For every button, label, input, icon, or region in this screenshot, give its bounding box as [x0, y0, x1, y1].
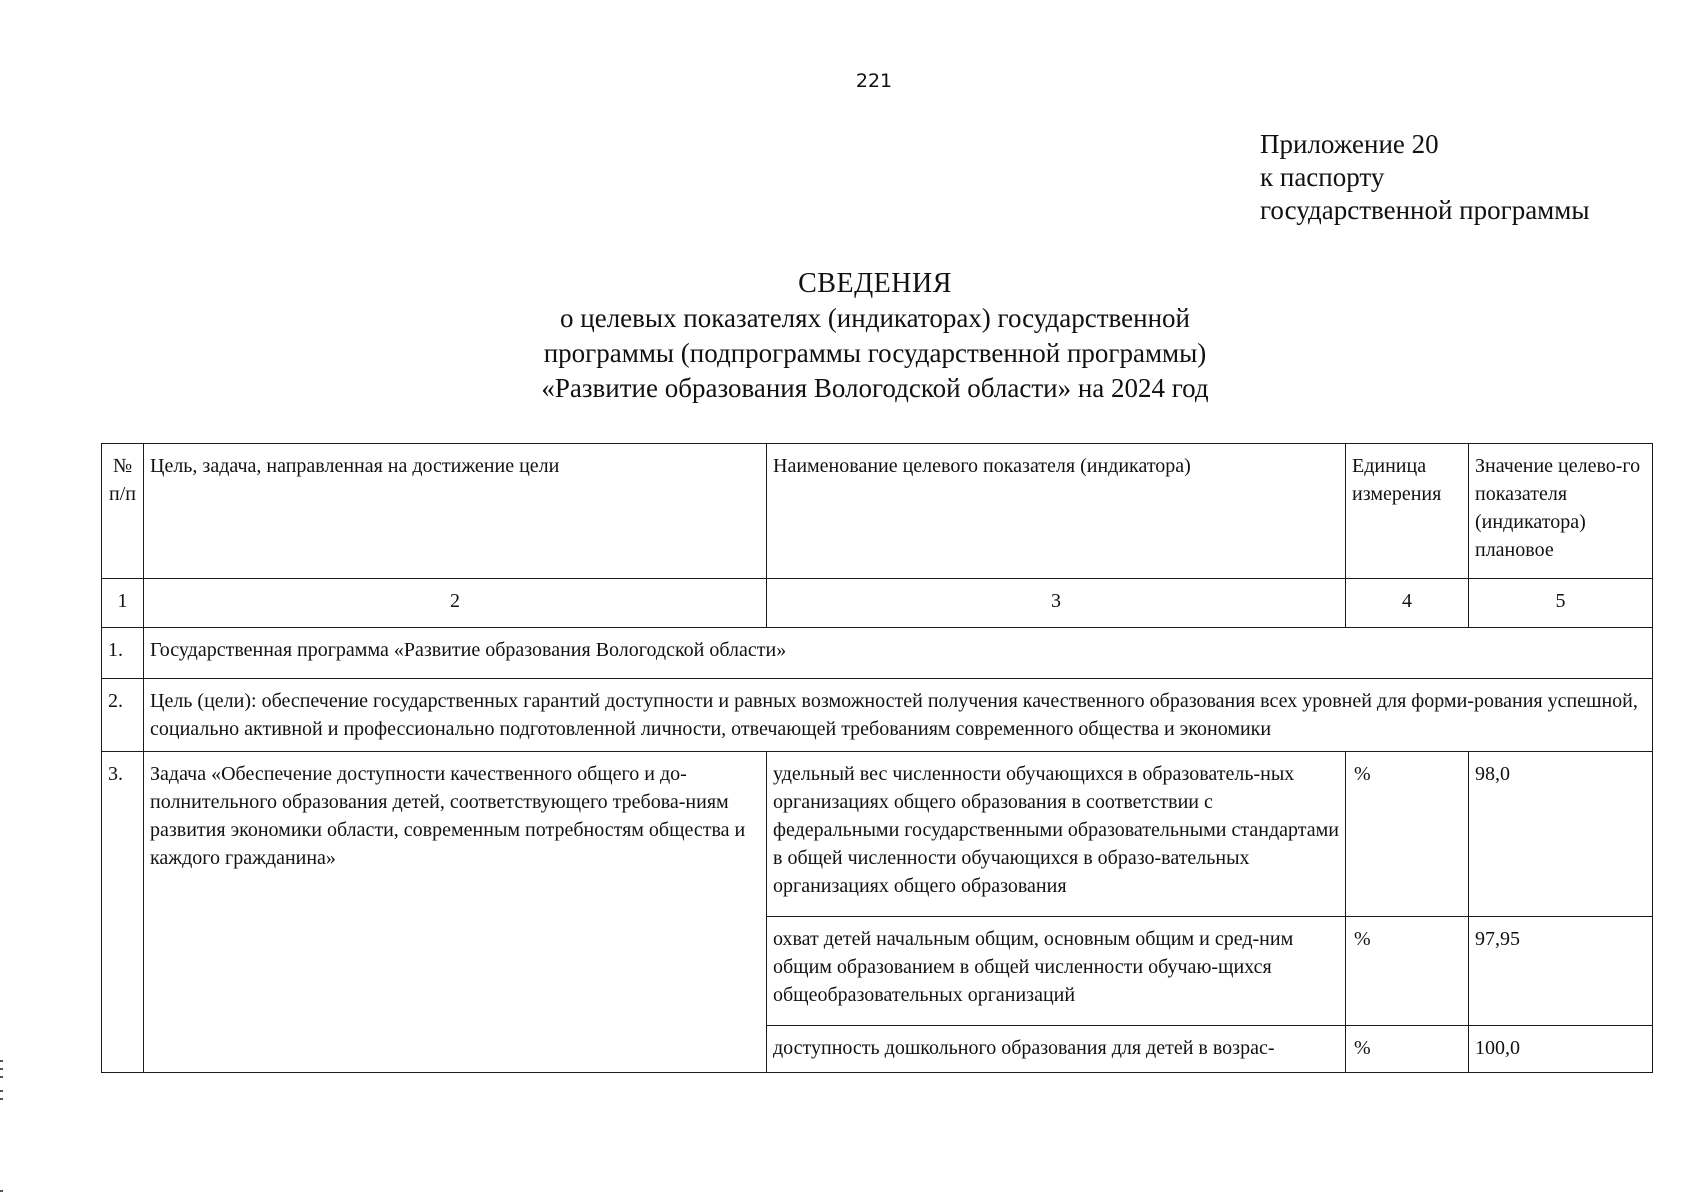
indicator-value-cell: 98,0: [1469, 752, 1653, 917]
appendix-note: [1260, 128, 1590, 227]
title-line-1: о целевых показателях (индикаторах) государственной: [560, 303, 1190, 333]
scan-edge-mark: [0, 1190, 3, 1192]
scan-edge-mark: [0, 1098, 3, 1100]
scan-edge-mark: [0, 1060, 3, 1062]
document-title: [440, 266, 1310, 406]
indicators-table: [101, 443, 1653, 1073]
table-row: [102, 679, 1653, 752]
appendix-line-2: к паспорту: [1260, 162, 1385, 192]
indicator-name-cell: охват детей начальным общим, основным общим и сред-ним общим образованием в общей численности обучаю-щихся общеобразовательных организаций: [767, 917, 1346, 1026]
program-name-cell: Государственная программа «Развитие образования Вологодской области»: [144, 628, 1653, 679]
table-row: [102, 628, 1653, 679]
indicator-unit-cell: %: [1346, 1026, 1469, 1073]
indicator-value-cell: 97,95: [1469, 917, 1653, 1026]
column-number: 1: [102, 579, 144, 628]
indicator-unit-cell: %: [1346, 752, 1469, 917]
header-value: Значение целево-го показателя (индикатора) плановое: [1469, 444, 1653, 579]
appendix-line-1: Приложение 20: [1260, 129, 1439, 159]
task-text-cell: Задача «Обеспечение доступности качественного общего и до-полнительного образования детей, соответствующего требова-ниям развития экономики области, современным потребностям общества и каждого гражданина»: [144, 752, 767, 1073]
row-number: 3.: [102, 752, 144, 1073]
column-number-row: [102, 579, 1653, 628]
indicator-unit-cell: %: [1346, 917, 1469, 1026]
row-number: 2.: [102, 679, 144, 752]
table-row: [102, 752, 1653, 917]
title-line-2: программы (подпрограммы государственной программы): [543, 338, 1207, 368]
indicator-name-cell: удельный вес численности обучающихся в образователь-ных организациях общего образования в соответствии с федеральными государственными образовательными стандартами в общей численности обучающихся в образо-вательных организациях общего образования: [767, 752, 1346, 917]
column-number: 2: [144, 579, 767, 628]
header-indicator: Наименование целевого показателя (индикатора): [767, 444, 1346, 579]
goal-text-cell: Цель (цели): обеспечение государственных гарантий доступности и равных возможностей получения качественного образования всех уровней для форми-рования успешной, социально активной и профессионально подготовленной личности, отвечающей требованиям современного общества и экономики: [144, 679, 1653, 752]
column-number: 3: [767, 579, 1346, 628]
scan-edge-mark: [0, 1068, 3, 1070]
title-heading: СВЕДЕНИЯ: [798, 268, 952, 299]
column-number: 5: [1469, 579, 1653, 628]
indicator-value-cell: 100,0: [1469, 1026, 1653, 1073]
indicator-name-cell: доступность дошкольного образования для детей в возрас-: [767, 1026, 1346, 1073]
header-unit: Единица измерения: [1346, 444, 1469, 579]
appendix-line-3: государственной программы: [1260, 195, 1590, 225]
scan-edge-mark: [0, 1090, 3, 1092]
header-goal: Цель, задача, направленная на достижение цели: [144, 444, 767, 579]
title-line-3: «Развитие образования Вологодской области» на 2024 год: [541, 373, 1209, 403]
page-number: 221: [855, 70, 893, 92]
table-header-row: [102, 444, 1653, 579]
scan-edge-mark: [0, 1076, 3, 1078]
row-number: 1.: [102, 628, 144, 679]
column-number: 4: [1346, 579, 1469, 628]
header-num: № п/п: [102, 444, 144, 579]
